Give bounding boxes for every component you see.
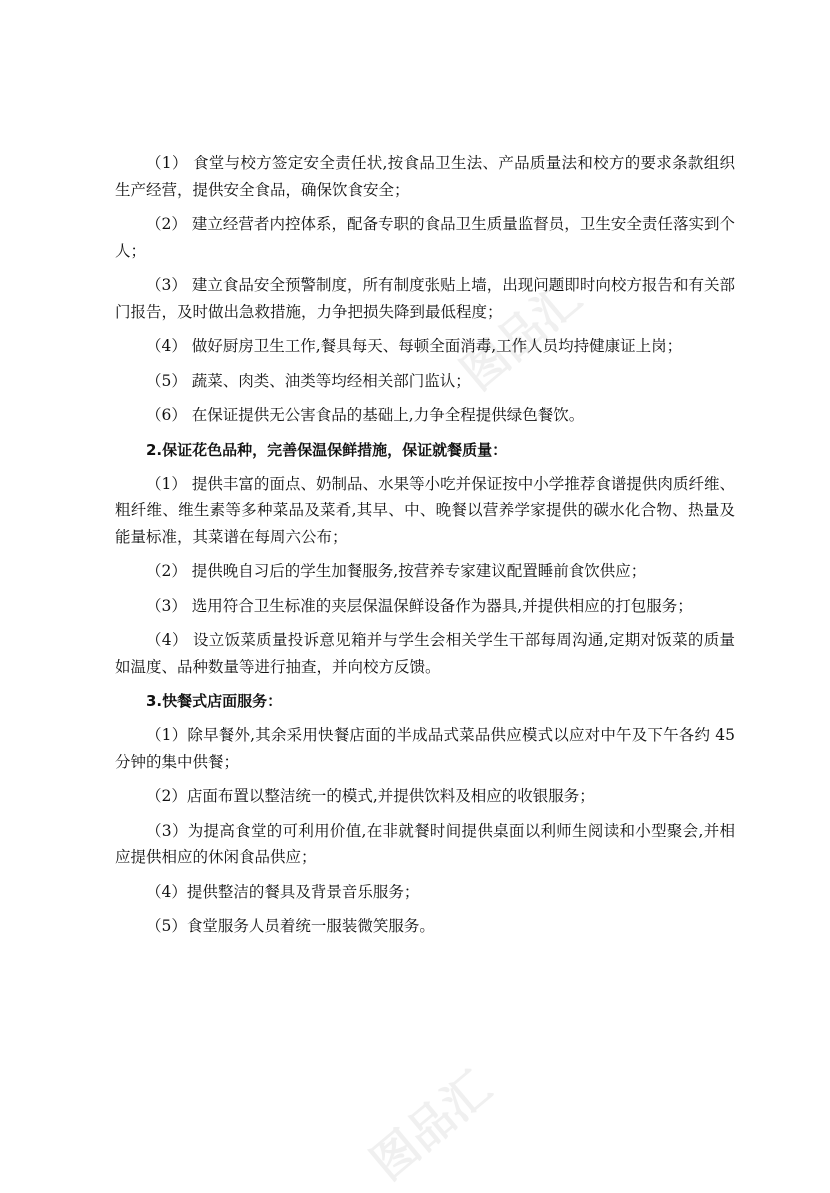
list-item: （4） 设立饭菜质量投诉意见箱并与学生会相关学生干部每周沟通,定期对饭菜的质量如温度、品种数量等进行抽查，并向校方反馈。 (115, 631, 735, 676)
list-item: （2） 提供晚自习后的学生加餐服务,按营养专家建议配置睡前食饮供应； (146, 562, 647, 580)
list-item: （5） 蔬菜、肉类、油类等均经相关部门监认； (146, 371, 471, 390)
list-item: （6） 在保证提供无公害食品的基础上,力争全程提供绿色餐饮。 (146, 406, 585, 424)
document-body (115, 150, 735, 948)
list-item: （4）提供整洁的餐具及背景音乐服务； (146, 882, 420, 901)
list-item: （4） 做好厨房卫生工作,餐具每天、每顿全面消毒,工作人员均持健康证上岗； (146, 337, 683, 355)
section-heading: 2.保证花色品种，完善保温保鲜措施，保证就餐质量： (146, 440, 508, 459)
list-item: （5）食堂服务人员着统一服装微笑服务。 (146, 917, 435, 935)
list-item: （3）为提高食堂的可利用价值,在非就餐时间提供桌面以利师生阅读和小型聚会,并相应提供相应的休闲食品供应； (115, 821, 735, 866)
list-item: （1） 提供丰富的面点、奶制品、水果等小吃并保证按中小学推荐食谱提供肉质纤维、粗纤维、维生素等多种菜品及菜肴,其早、中、晚餐以营养学家提供的碳水化合物、热量及能量标准，其菜谱在每周六公布； (115, 474, 735, 546)
list-item: （3） 选用符合卫生标准的夹层保温保鲜设备作为器具,并提供相应的打包服务； (146, 596, 693, 615)
list-item: （2）店面布置以整洁统一的模式,并提供饮料及相应的收银服务； (146, 787, 595, 805)
list-item: （2） 建立经营者内控体系，配备专职的食品卫生质量监督员，卫生安全责任落实到个人； (115, 215, 735, 260)
watermark: 图品汇 (360, 1060, 502, 1191)
list-item: （1）除早餐外,其余采用快餐店面的半成品式菜品供应模式以应对中午及下午各约 45 分钟的集中供餐； (115, 726, 735, 771)
list-item: （1） 食堂与校方签定安全责任状,按食品卫生法、产品质量法和校方的要求条款组织生产经营，提供安全食品，确保饮食安全； (115, 154, 735, 199)
section-heading: 3.快餐式店面服务： (146, 692, 283, 710)
list-item: （3） 建立食品安全预警制度，所有制度张贴上墙，出现问题即时向校方报告和有关部门报告，及时做出急救措施，力争把损失降到最低程度； (115, 276, 735, 321)
watermark: 图品汇 (450, 270, 592, 401)
